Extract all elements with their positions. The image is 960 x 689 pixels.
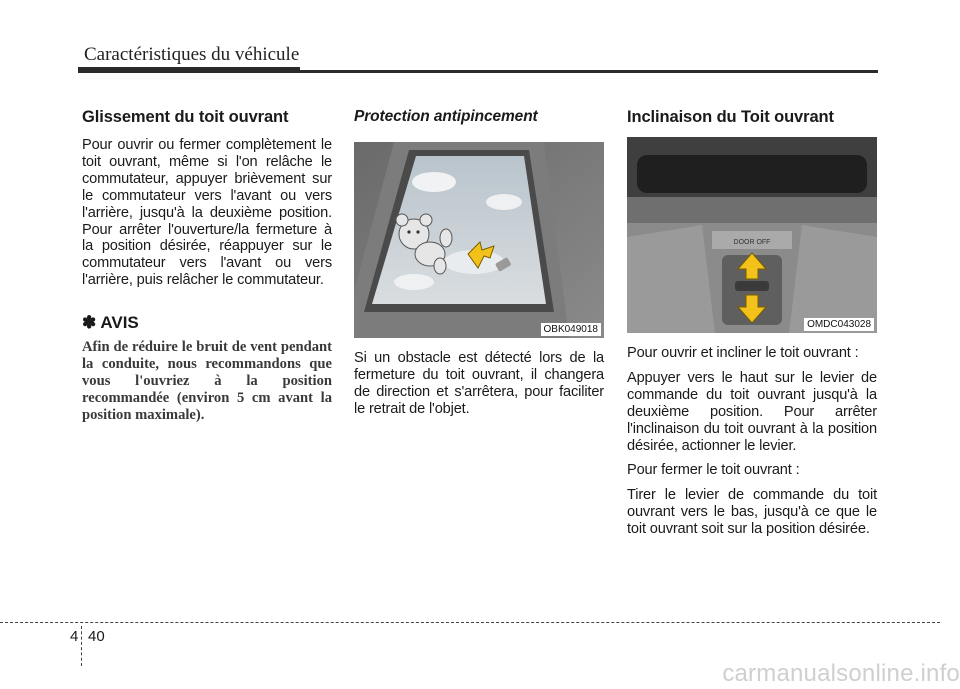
page-number: 40 bbox=[88, 628, 105, 645]
tilting-figure bbox=[627, 137, 877, 333]
tilting-paragraph-4: Tirer le levier de commande du toit ouvrant vers le bas, jusqu'à ce que le toit ouvrant soit sur la position désirée. bbox=[627, 487, 877, 538]
tilting-paragraph-1: Pour ouvrir et incliner le toit ouvrant : bbox=[627, 345, 859, 361]
door-off-label: DOOR OFF bbox=[733, 239, 771, 246]
console-lever-illustration bbox=[627, 137, 877, 333]
figure-caption: OBK049018 bbox=[541, 323, 602, 336]
watermark: carmanualsonline.info bbox=[722, 660, 960, 687]
section-heading-antipinch: Protection antipincement bbox=[354, 108, 538, 125]
column-sliding bbox=[82, 108, 332, 424]
section-heading-tilting: Inclinaison du Toit ouvrant bbox=[627, 108, 834, 126]
sliding-paragraph: Pour ouvrir ou fermer complètement le toit ouvrant, même si l'on relâche le commutateur, appuyer brièvement sur le commutateur vers l'avant ou vers l'arrière, jusqu'à la deuxième position. Pour arrêter l'ouverture/la fermeture à la position désirée, réappuyer sur le commutateur vers l'avant ou vers l'arrière, puis relâcher le commutateur. bbox=[82, 137, 332, 289]
column-tilting bbox=[627, 108, 877, 546]
antipinch-paragraph: Si un obstacle est détecté lors de la fermeture du toit ouvrant, il changera de direction et s'arrêtera, pour faciliter le retrait de l'objet. bbox=[354, 350, 604, 417]
tilting-paragraph-2: Appuyer vers le haut sur le levier de commande du toit ouvrant jusqu'à la deuxième position. Pour arrêter l'inclinaison du toit ouvrant à la position désirée, actionner le levier. bbox=[627, 369, 877, 454]
sunroof-teddy-illustration bbox=[354, 142, 604, 338]
footer-rule bbox=[0, 622, 940, 623]
footer-separator bbox=[81, 626, 82, 666]
notice-text: Afin de réduire le bruit de vent pendant la conduite, nous recommandons que vous l'ouvriez à la position recommandée (environ 5 cm avant la position maximale). bbox=[82, 339, 332, 424]
chapter-number: 4 bbox=[70, 628, 79, 645]
tilting-paragraph-3: Pour fermer le toit ouvrant : bbox=[627, 462, 800, 479]
page-title: Caractéristiques du véhicule bbox=[84, 44, 300, 65]
figure-caption: OMDC043028 bbox=[804, 318, 874, 331]
section-heading-sliding: Glissement du toit ouvrant bbox=[82, 108, 289, 126]
column-antipinch bbox=[354, 108, 604, 426]
antipinch-figure bbox=[354, 142, 604, 338]
notice-title: ✽ AVIS bbox=[82, 313, 139, 333]
header-rule bbox=[78, 70, 878, 73]
